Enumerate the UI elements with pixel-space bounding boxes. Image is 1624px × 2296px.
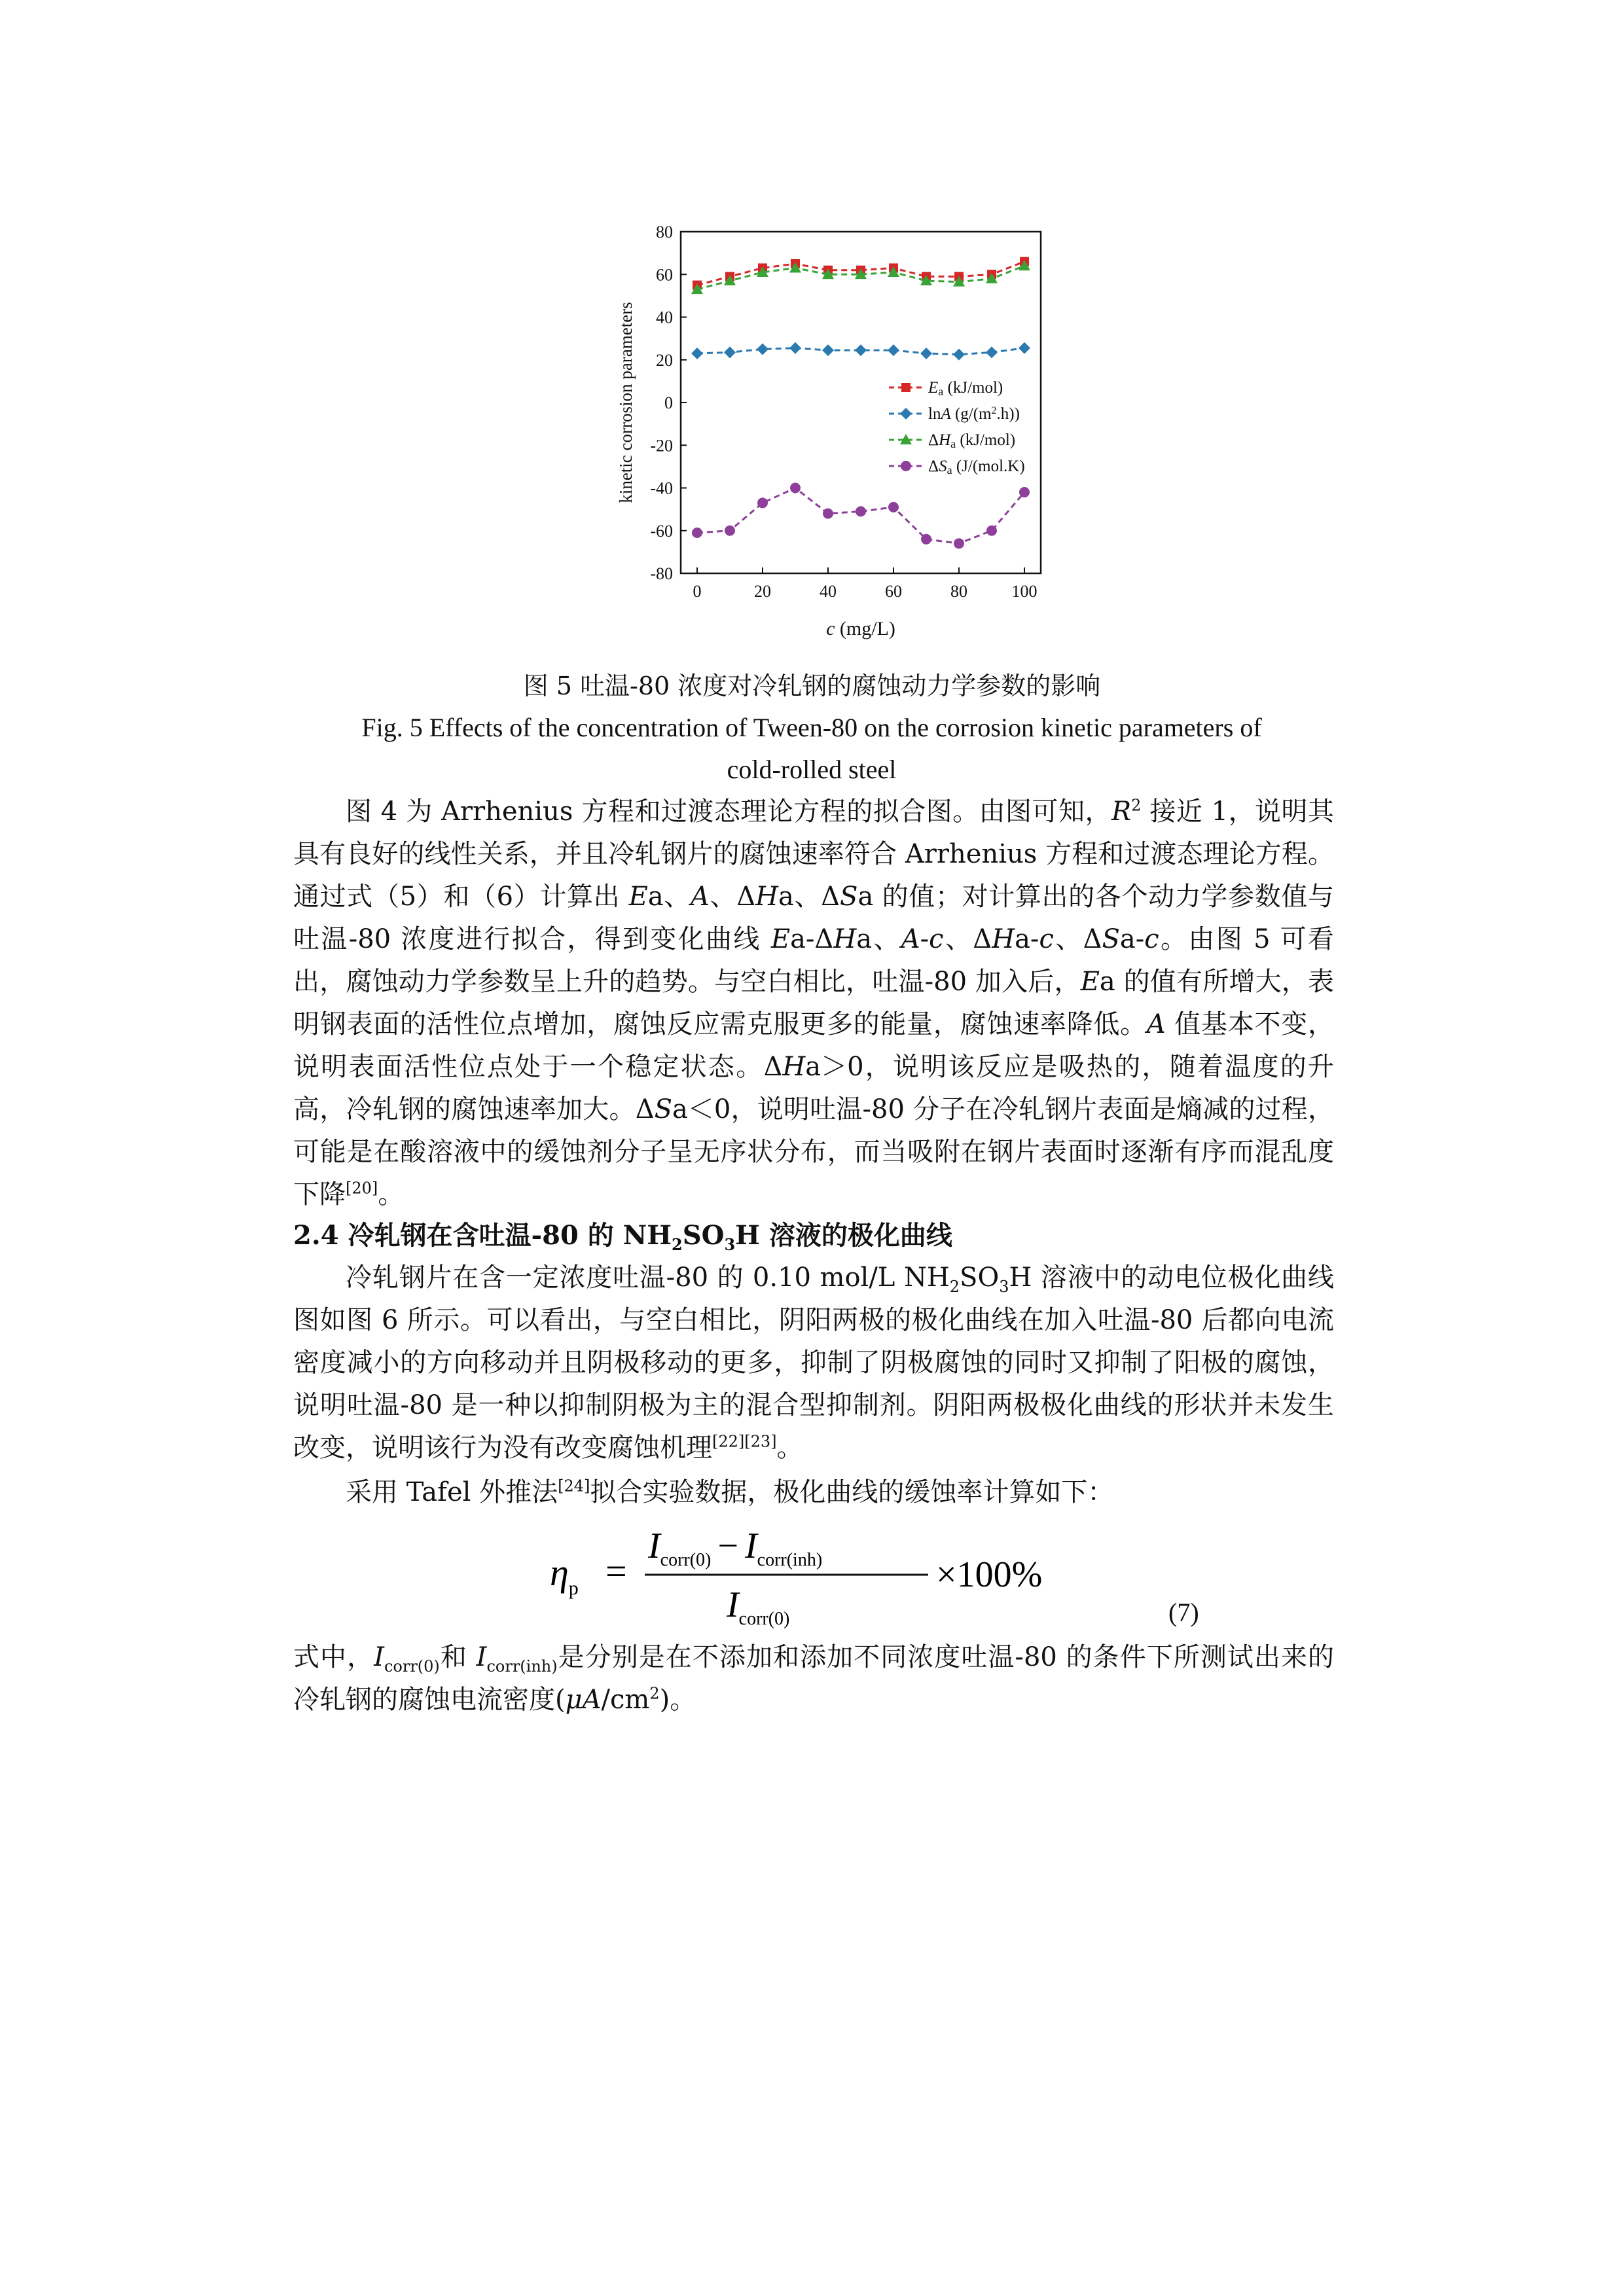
data-point (888, 344, 899, 356)
data-point (920, 348, 932, 359)
legend-item-ea (889, 379, 1003, 398)
data-point (888, 502, 899, 512)
series-3 (692, 483, 1030, 549)
y-tick-label: 40 (656, 308, 673, 327)
legend-dha-symbol: H (939, 431, 951, 449)
y-axis-label: kinetic corrosion parameters (616, 302, 636, 503)
data-point (823, 509, 833, 519)
legend-dha-unit: (kJ/mol) (956, 431, 1016, 449)
data-point (986, 526, 997, 536)
legend-lna-sup: 2 (991, 405, 997, 416)
y-tick-label: 0 (664, 393, 673, 412)
y-tick-label: -80 (650, 564, 673, 583)
legend-dsa-sub: a (947, 463, 952, 476)
data-point (789, 342, 801, 354)
legend-item-dsa (889, 457, 1025, 476)
x-tick-label: 40 (820, 582, 837, 601)
legend-lna-symbol: A (941, 405, 951, 423)
x-tick-label: 20 (754, 582, 771, 601)
y-tick-label: 20 (656, 350, 673, 370)
data-point (692, 528, 702, 538)
legend-lna-unit2: .h)) (996, 405, 1020, 423)
data-point (921, 534, 931, 545)
data-point (822, 344, 834, 356)
equation-number: (7) (1168, 1598, 1199, 1627)
figure-caption-cn: 图 5 吐温-80 浓度对冷轧钢的腐蚀动力学参数的影响 (523, 672, 1101, 700)
data-point (856, 506, 866, 516)
svg-text:=: = (605, 1550, 627, 1592)
x-tick-label: 60 (885, 582, 902, 601)
x-tick-label: 0 (693, 582, 702, 601)
paragraph-polarization: 冷轧钢片在含一定浓度吐温-80 的 0.10 mol/L $NH_2SO_3H$ 溶液中的动电位极化曲线图如图 6 所示。可以看出，与空白相比，阴阳两极的极化曲线在加入吐温-80 后都向电流密度减小的方向移动并且阴极移动的更多，抑制了阴极腐蚀的同时又抑制了阳极的腐蚀，说明吐温-80 是一种以抑制阴极为主的混合型抑制剂。阴阳两极极化曲线的形状并未发生改变，说明该行为没有改变腐蚀机理[22][23]。 (293, 1263, 1334, 1463)
equation-7 (550, 1518, 1113, 1630)
data-point (757, 497, 768, 508)
y-tick-label: 60 (656, 265, 673, 285)
x-tick-label: 80 (950, 582, 967, 601)
legend-lna-unit1: (g/(m (950, 405, 992, 423)
data-point (691, 348, 703, 359)
chart-legend (889, 379, 1025, 476)
svg-text:×100%: ×100% (936, 1554, 1043, 1595)
legend-dsa-prefix: Δ (928, 457, 939, 475)
svg-text:Icorr(0)−Icorr(inh): $I_{corr(0)} - I_{corr(inh)}$ (648, 1526, 823, 1570)
paragraph-definitions: 式中，$I_{corr(0)}$和 $I_{corr(inh)}$是分别是在不添加和添加不同浓度吐温-80 的条件下所测试出来的冷轧钢的腐蚀电流密度$(\mu A/cm^2)$。 (293, 1642, 1335, 1715)
legend-ea-sub: a (938, 385, 944, 398)
data-point (1019, 342, 1030, 354)
data-point (724, 346, 736, 358)
x-axis-ticks (693, 567, 1038, 601)
data-point (725, 526, 735, 536)
data-point (953, 349, 965, 361)
y-tick-label: 80 (656, 223, 673, 242)
legend-item-dha (889, 431, 1015, 450)
legend-ea-unit: (kJ/mol) (943, 379, 1003, 397)
y-tick-label: -60 (650, 521, 673, 541)
legend-lna-prefix: ln (928, 405, 941, 423)
y-tick-label: -40 (650, 478, 673, 498)
y-tick-label: -20 (650, 436, 673, 456)
legend-dsa-unit: (J/(mol.K) (952, 457, 1025, 475)
caption-en-line2: cold-rolled steel (727, 755, 897, 784)
paragraph-tafel: 采用 Tafel 外推法[24]拟合实验数据，极化曲线的缓蚀率计算如下： (346, 1477, 1114, 1507)
svg-text:ΔSa (J/(mol.K) (928, 457, 1025, 476)
caption-en-line1: Fig. 5 Effects of the concentration of Tween-80 on the corrosion kinetic parameters of (361, 713, 1262, 742)
x-tick-label: 100 (1011, 582, 1038, 601)
x-axis-label: c (mg/L) (826, 618, 895, 639)
data-point (986, 346, 998, 358)
kinetic-parameters-chart (615, 216, 1087, 661)
data-point (757, 343, 768, 355)
data-point (790, 483, 801, 493)
legend-ea-symbol: E (928, 379, 939, 397)
legend-item-lna (889, 405, 1020, 423)
svg-text:ΔHa (kJ/mol) (928, 431, 1015, 450)
data-point (1019, 487, 1030, 497)
svg-text:Icorr(0): $I_{corr(0)}$ (727, 1585, 790, 1629)
series-2 (691, 260, 1030, 294)
series-layer (691, 257, 1030, 549)
paragraph-kinetics: 图 4 为 Arrhenius 方程和过渡态理论方程的拟合图。由图可知，$R^2$ 接近 1，说明其具有良好的线性关系，并且冷轧钢片的腐蚀速率符合 Arrhenius 方程和过渡态理论方程。通过式（5）和（6）计算出 Ea、A、ΔHa、ΔSa 的值；对计算出的各个动力学参数值与吐温-80 浓度进行拟合，得到变化曲线 Ea-ΔHa、A-c、ΔHa-c、ΔSa-c。由图 5 可看出，腐蚀动力学参数呈上升的趋势。与空白相比，吐温-80 加入后，Ea 的值有所增大，表明钢表面的活性位点增加，腐蚀反应需克服更多的能量，腐蚀速率降低。A 值基本不变，说明表面活性位点处于一个稳定状态。ΔHa＞0，说明该反应是吸热的，随着温度的升高，冷轧钢的腐蚀速率加大。ΔSa＜0，说明吐温-80 分子在冷轧钢片表面是熵减的过程，可能是在酸溶液中的缓蚀剂分子呈无序状分布，而当吸附在钢片表面时逐渐有序而混乱度下降[20]。 (293, 796, 1335, 1210)
legend-dha-sub: a (950, 437, 956, 450)
legend-dsa-symbol: S (939, 457, 947, 475)
series-1 (691, 342, 1030, 361)
section-heading-2-4: 2.4 冷轧钢在含吐温-80 的 $NH_2SO_3H$ 溶液的极化曲线 (293, 1220, 952, 1254)
data-point (954, 538, 964, 548)
svg-text:lnA (g/(m2.h)) (928, 405, 1020, 423)
figure-caption-en (275, 707, 1348, 791)
svg-text:Ea (kJ/mol) (928, 379, 1003, 398)
legend-dha-prefix: Δ (928, 431, 939, 449)
data-point (855, 344, 867, 356)
svg-text:ηp: $\eta_p$ (550, 1551, 579, 1599)
